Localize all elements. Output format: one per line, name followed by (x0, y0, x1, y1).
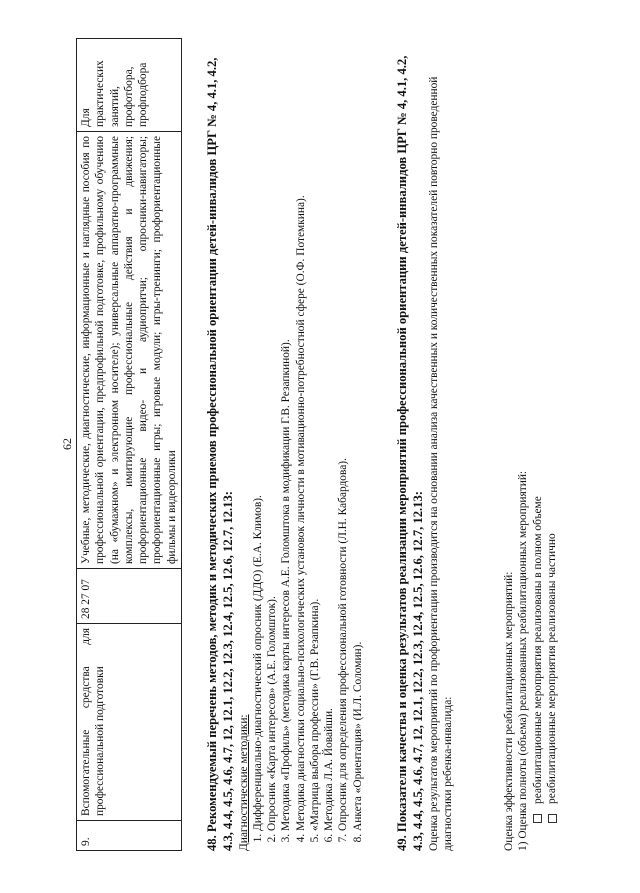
page-number: 62 (60, 438, 74, 450)
criterion-line: 1) Оценка полноты (объема) реализованных реабилитационных мероприятий: (517, 470, 530, 851)
list-item: 3. Методика «Профиль» (методика карты интересов А.Е. Голомштока в модификации Г.В. Резапкиной). (279, 39, 293, 831)
list-item: 6. Методика Л.А. Йовайши. (322, 39, 336, 831)
means-code: 28 27 07 (77, 569, 182, 624)
diagnostic-methods-heading: Диагностические методики: (237, 714, 250, 851)
assessment-paragraph: Оценка результатов мероприятий по профориентации производится на основании анализа качественных и количественных показателей повторно проведенной диагностики ребенка-инвалида: (427, 76, 454, 851)
evaluation-line: Оценка эффективности реабилитационных мероприятий: (503, 571, 515, 851)
table-row (77, 39, 182, 851)
means-description: Учебные, методические, диагностические, информационные и наглядные пособия по профессиональной ориентации, предпрофильной подготовке, профильному обучению (на «бумажном» и электронном носителе); универсальные аппаратно-программные комплексы, имитирующие профессиональные действия и движения; профориентационные видео- и аудиопритчи; опросники-навигаторы; профориентационные игры; игровые модули; игры-тренинги; профориентационные фильмы и видеоролики (77, 132, 182, 569)
checkbox-icon[interactable] (548, 814, 557, 823)
option-partial[interactable] (545, 39, 559, 851)
option-label: реабилитационные мероприятия реализованы частично (545, 533, 558, 804)
evaluation-block (502, 39, 559, 851)
section-49 (394, 39, 455, 851)
option-full[interactable] (531, 39, 545, 851)
list-item: 1. Дифференциально-диагностический опросник (ДДО) (Е.А. Климов). (251, 39, 265, 831)
section-49-title: 49. Показатели качества и оценка результатов реализации мероприятий профессиональной ориентации детей-инвалидов ЦРГ № 4, 4.1, 4.2, 4.3, 4.4, 4.5, 4.6, 4.7, 12, 12.1, 12.2, 12.3, 12.4, 12.5, 12.6, 12.7, 12.13: (395, 55, 426, 851)
list-item: 7. Опросник для определения профессиональной готовности (Л.Н. Кабардова). (336, 39, 350, 831)
section-48 (204, 39, 365, 851)
list-item: 4. Методика диагностики социально-психологических установок личности в мотивационно-потребностной сфере (О.Ф. Потемкина). (294, 39, 308, 831)
list-item: 2. Опросник «Карта интересов» (А.Е. Голомшток). (265, 39, 279, 831)
section-48-title: 48. Рекомендуемый перечень методов, методик и методических приемов профессиональной ориентации детей-инвалидов ЦРГ № 4, 4.1, 4.2, 4.3, 4.4, 4.5, 4.6, 4.7, 12, 12.1, 12.2, 12.3, 12.4, 12.5, 12.6, 12.7, 12.13: (205, 57, 236, 851)
option-label: реабилитационные мероприятия реализованы в полном объеме (531, 496, 544, 804)
means-name: Вспомогательные средства для профессиональной подготовки (77, 624, 182, 821)
checkbox-icon[interactable] (533, 814, 542, 823)
rehab-means-table (76, 38, 182, 851)
means-note: Для практических занятий, профотбора, профподбора (77, 39, 182, 132)
list-item: 8. Анкета «Ориентация» (И.Л. Соломин). (351, 39, 365, 831)
methods-list (251, 39, 365, 851)
list-item: 5. «Матрица выбора профессии» (Г.В. Резапкина). (308, 39, 322, 831)
rotated-document (54, 37, 614, 851)
row-number: 9. (77, 821, 182, 851)
